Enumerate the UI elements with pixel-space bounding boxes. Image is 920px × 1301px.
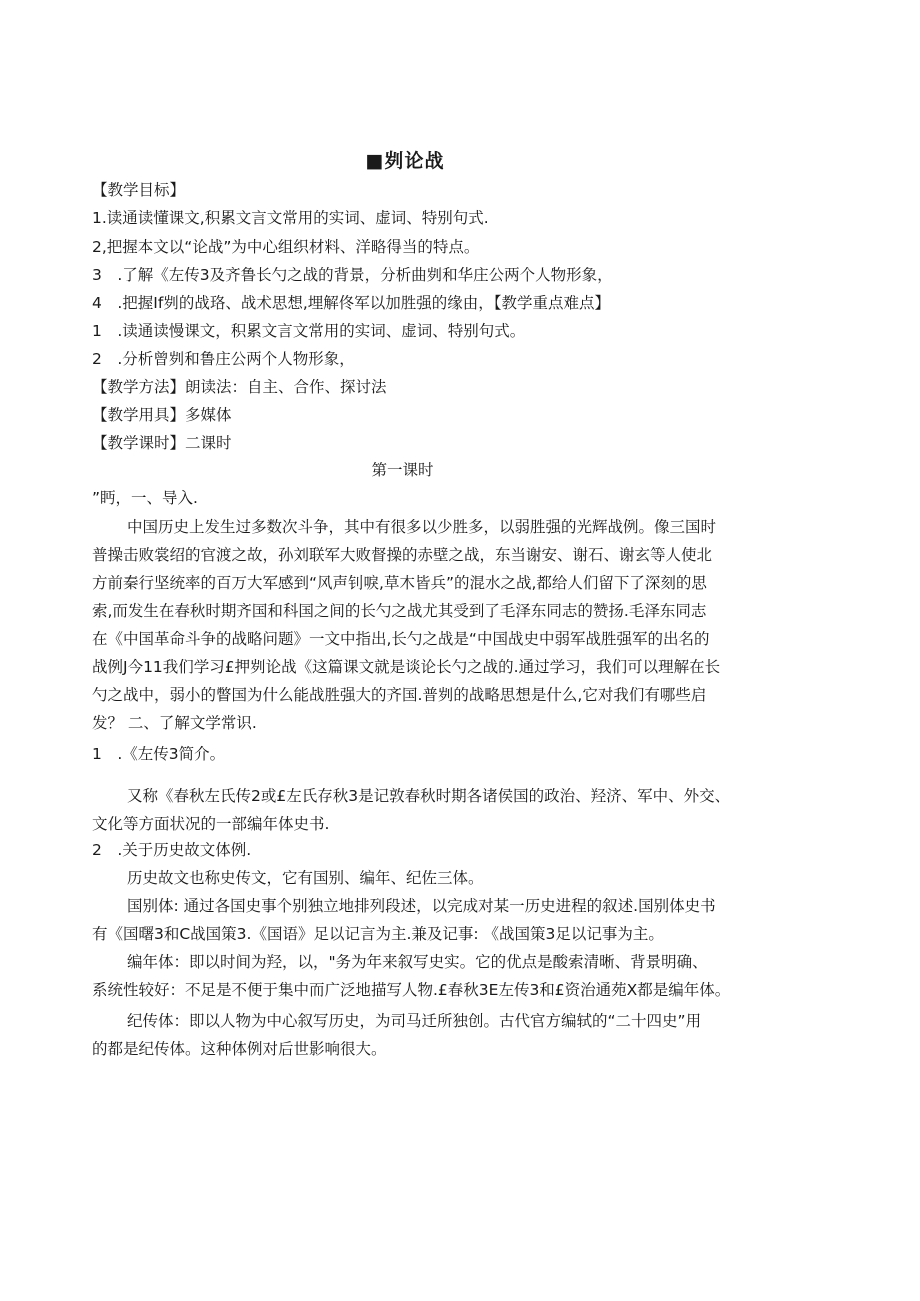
intro-paragraph-line: 索,而发生在春秋时期齐国和科国之间的长勺之战尤其受到了毛泽东同志的赞扬.毛泽东同志 bbox=[92, 602, 707, 620]
intro-paragraph-line: 在《中国革命斗争的战略问题》一文中指出,长勺之战是“中国战史中弱军战胜强军的出名的 bbox=[92, 630, 710, 648]
intro-paragraph-line: 勺之战中，弱小的瞥国为什么能战胜强大的齐国.普刿的战略思想是什么,它对我们有哪些启 bbox=[92, 686, 707, 704]
item-1-text-line: 又称《春秋左氏传2或£左氏存秋3是记敦春秋时期各诸侯国的政治、羟济、军中、外交、 bbox=[127, 787, 731, 805]
intro-paragraph-line: 战例J今11我们学习£押刿论战《这篇课文就是谈论长勺之战的.通过学习，我们可以理解在长 bbox=[92, 658, 721, 676]
item-2-heading: 2 .关于历史故文体例. bbox=[92, 841, 252, 859]
objective-3: 3 .了解《左传3及齐鲁长勺之战的背景，分析曲刿和华庄公两个人物形象， bbox=[92, 266, 613, 284]
intro-heading: ”眄，一、导入. bbox=[92, 489, 198, 507]
objective-4: 4 .把握If刿的战珞、战术思想,埋解佟军以加胜强的缘由，【教学重点难点】 bbox=[92, 294, 610, 312]
jizhuan-line: 的都是纪传体。这种体例对后世影响很大。 bbox=[92, 1040, 387, 1058]
biannian-line: 编年体：即以时间为羟，以，"务为年来叙写史实。它的优点是酸索清晰、背景明确、 bbox=[127, 953, 708, 971]
intro-paragraph-line: 中国历史上发生过多数次斗争，其中有很多以少胜多，以弱胜强的光辉战例。像三国时 bbox=[127, 518, 717, 536]
biannian-line: 系统性较好：不足是不便于集中而广泛地描写人物.£春秋3E左传3和£资治通苑X都是编年体。 bbox=[92, 981, 731, 999]
jizhuan-line: 纪传体：即以人物为中心叙写历史，为司马迁所独创。古代官方编轼的“二十四史”用 bbox=[127, 1012, 702, 1030]
item-1-heading: 1 .《左传3简介。 bbox=[92, 745, 226, 763]
objective-1: 1.读通读懂课文,积累文言文常用的实词、虚词、特别句式. bbox=[92, 209, 489, 227]
lesson-title: 第一课时 bbox=[371, 461, 434, 479]
intro-paragraph-line: 普操击败裳绍的官渡之故，孙刘联军大败督操的赤壁之战，东当谢安、谢石、谢玄等人使北 bbox=[92, 546, 713, 564]
guobie-line: 国别体: 通过各国史事个别独立地排列段述，以完成对某一历史进程的叙述.国别体史书 bbox=[127, 897, 716, 915]
objectives-header: 【教学目标】 bbox=[92, 181, 186, 199]
key-point-1: 1 .读通读慢课文，积累文言文常用的实词、虚词、特别句式。 bbox=[92, 322, 526, 340]
page-title: ■刿论战 bbox=[365, 150, 445, 172]
teaching-tools: 【教学用具】多媒体 bbox=[92, 406, 232, 424]
item-1-text-line: 文化等方面状况的一部编年体史书. bbox=[92, 815, 330, 833]
guobie-line: 有《国曙3和C战国策3.《国语》足以记言为主.兼及记事: 《战国策3足以记事为主。 bbox=[92, 925, 664, 943]
teaching-hours: 【教学课时】二课时 bbox=[92, 434, 232, 452]
teaching-methods: 【教学方法】朗读法：自主、合作、探讨法 bbox=[92, 378, 387, 396]
intro-paragraph-line: 发？ 二、了解文学常识. bbox=[92, 714, 257, 732]
key-point-2: 2 .分析曾刿和鲁庄公两个人物形象， bbox=[92, 350, 355, 368]
intro-paragraph-line: 方前秦行坚统率的百万大军感到“风声钊唳,草木皆兵”的混水之战,都给人们留下了深刻的思 bbox=[92, 574, 707, 592]
item-2-intro: 历史故文也称史传文，它有国别、编年、纪佐三体。 bbox=[127, 869, 484, 887]
objective-2: 2,把握本文以“论战”为中心组织材料、洋略得当的特点。 bbox=[92, 238, 480, 256]
